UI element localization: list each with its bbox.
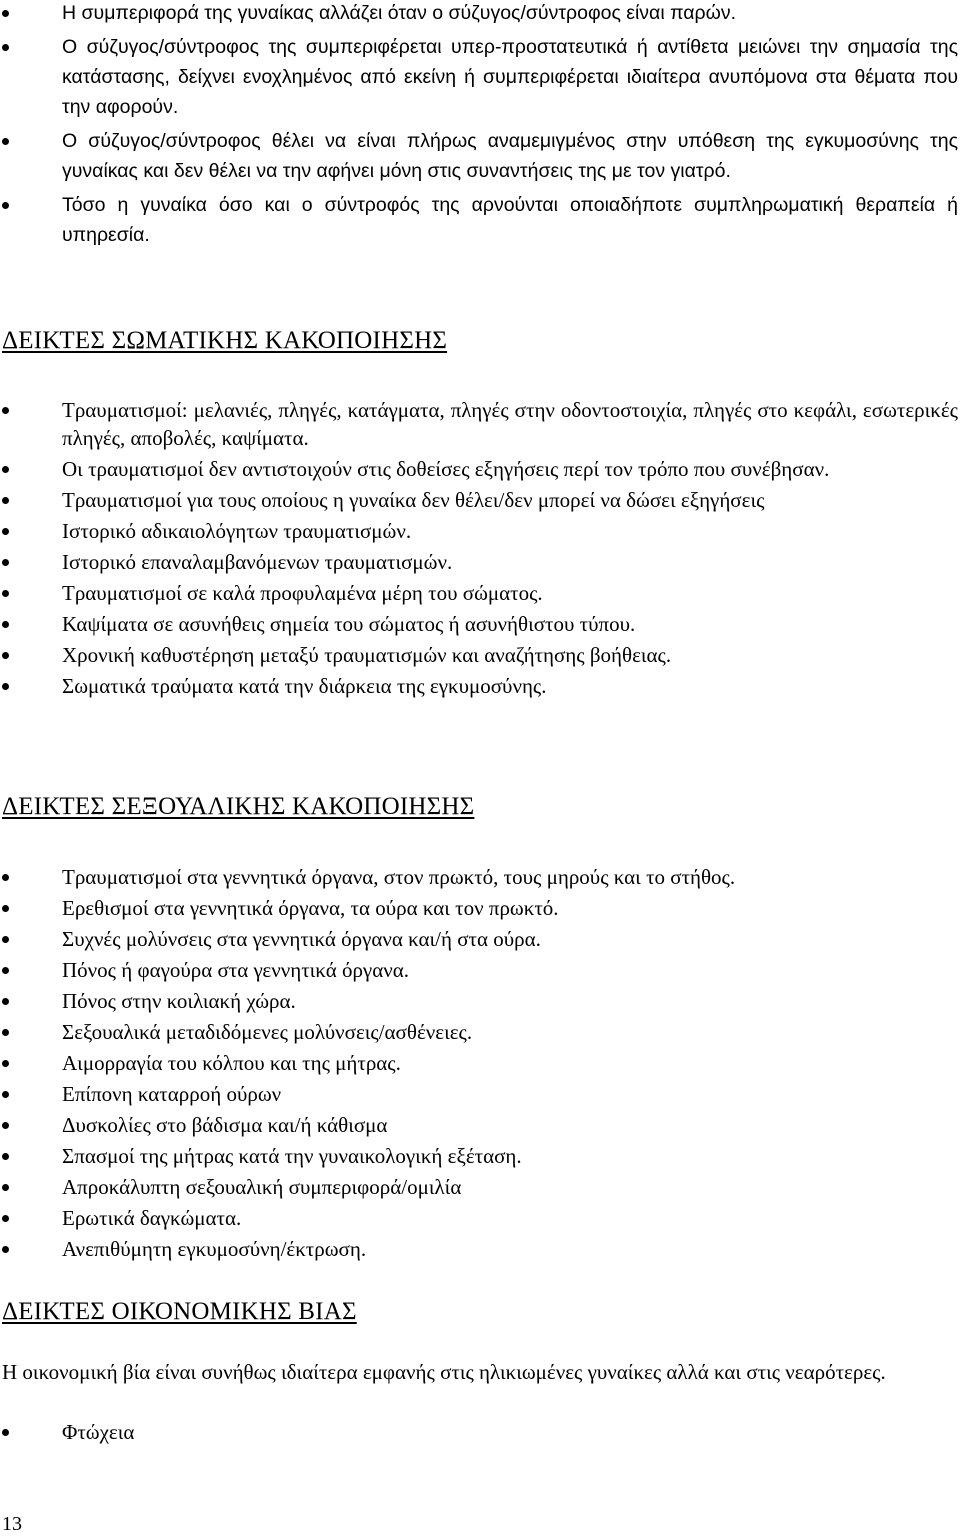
list-item: Ερωτικά δαγκώματα. — [0, 1204, 960, 1232]
list-item: Απροκάλυπτη σεξουαλική συμπεριφορά/ομιλία — [0, 1173, 960, 1201]
page-number: 13 — [2, 1513, 22, 1535]
list-item: Επίπονη καταρροή ούρων — [0, 1080, 960, 1108]
list-item: Τραυματισμοί για τους οποίους η γυναίκα δεν θέλει/δεν μπορεί να δώσει εξηγήσεις — [0, 486, 960, 514]
list-item: Ιστορικό αδικαιολόγητων τραυματισμών. — [0, 517, 960, 545]
list-item: Τραυματισμοί στα γεννητικά όργανα, στον πρωκτό, τους μηρούς και το στήθος. — [0, 863, 960, 891]
list-item: Χρονική καθυστέρηση μεταξύ τραυματισμών και αναζήτησης βοήθειας. — [0, 641, 960, 669]
list-item: Καψίματα σε ασυνήθεις σημεία του σώματος ή ασυνήθιστου τύπου. — [0, 610, 960, 638]
list-item: Οι τραυματισμοί δεν αντιστοιχούν στις δοθείσες εξηγήσεις περί τον τρόπο που συνέβησαν. — [0, 455, 960, 483]
list-item: Τραυματισμοί σε καλά προφυλαμένα μέρη του σώματος. — [0, 579, 960, 607]
list-item: Σωματικά τραύματα κατά την διάρκεια της εγκυμοσύνης. — [0, 672, 960, 700]
list-item: Τόσο η γυναίκα όσο και ο σύντροφός της αρνούνται οποιαδήποτε συμπληρωματική θεραπεία ή υπηρεσία. — [0, 190, 960, 250]
sexual-abuse-list — [0, 863, 960, 1266]
list-item: Η συμπεριφορά της γυναίκας αλλάζει όταν ο σύζυγος/σύντροφος είναι παρών. — [0, 0, 960, 28]
list-item: Ο σύζυγος/σύντροφος της συμπεριφέρεται υπερ-προστατευτικά ή αντίθετα μειώνει την σημασία της κατάστασης, δείχνει ενοχλημένος από εκείνη ή συμπεριφέρεται ιδιαίτερα ανυπόμονα στα θέματα που την αφορούν. — [0, 32, 960, 122]
list-item: Πόνος στην κοιλιακή χώρα. — [0, 987, 960, 1015]
list-item: Ο σύζυγος/σύντροφος θέλει να είναι πλήρως αναμεμιγμένος στην υπόθεση της εγκυμοσύνης της γυναίκας και δεν θέλει να την αφήνει μόνη στις συναντήσεις της με τον γιατρό. — [0, 126, 960, 186]
economic-violence-paragraph: Η οικονομική βία είναι συνήθως ιδιαίτερα εμφανής στις ηλικιωμένες γυναίκες αλλά και στις νεαρότερες. — [2, 1360, 886, 1384]
list-item: Αιμορραγία του κόλπου και της μήτρας. — [0, 1049, 960, 1077]
list-item: Σπασμοί της μήτρας κατά την γυναικολογική εξέταση. — [0, 1142, 960, 1170]
physical-abuse-heading: ΔΕΙΚΤΕΣ ΣΩΜΑΤΙΚΗΣ ΚΑΚΟΠΟΙΗΣΗΣ — [2, 327, 448, 354]
list-item: Δυσκολίες στο βάδισμα και/ή κάθισμα — [0, 1111, 960, 1139]
economic-violence-list — [0, 1418, 960, 1449]
list-item: Συχνές μολύνσεις στα γεννητικά όργανα και/ή στα ούρα. — [0, 925, 960, 953]
list-item: Σεξουαλικά μεταδιδόμενες μολύνσεις/ασθένειες. — [0, 1018, 960, 1046]
list-item: Πόνος ή φαγούρα στα γεννητικά όργανα. — [0, 956, 960, 984]
list-item: Φτώχεια — [0, 1418, 960, 1446]
physical-abuse-list — [0, 396, 960, 703]
list-item: Ανεπιθύμητη εγκυμοσύνη/έκτρωση. — [0, 1235, 960, 1263]
top-bullet-list — [0, 0, 960, 254]
list-item: Τραυματισμοί: μελανιές, πληγές, κατάγματα, πληγές στην οδοντοστοιχία, πληγές στο κεφάλι, εσωτερικές πληγές, αποβολές, καψίματα. — [0, 396, 960, 452]
list-item: Ιστορικό επαναλαμβανόμενων τραυματισμών. — [0, 548, 960, 576]
list-item: Ερεθισμοί στα γεννητικά όργανα, τα ούρα και τον πρωκτό. — [0, 894, 960, 922]
economic-violence-heading: ΔΕΙΚΤΕΣ ΟΙΚΟΝΟΜΙΚΗΣ ΒΙΑΣ — [2, 1298, 357, 1325]
sexual-abuse-heading: ΔΕΙΚΤΕΣ ΣΕΞΟΥΑΛΙΚΗΣ ΚΑΚΟΠΟΙΗΣΗΣ — [2, 793, 475, 820]
